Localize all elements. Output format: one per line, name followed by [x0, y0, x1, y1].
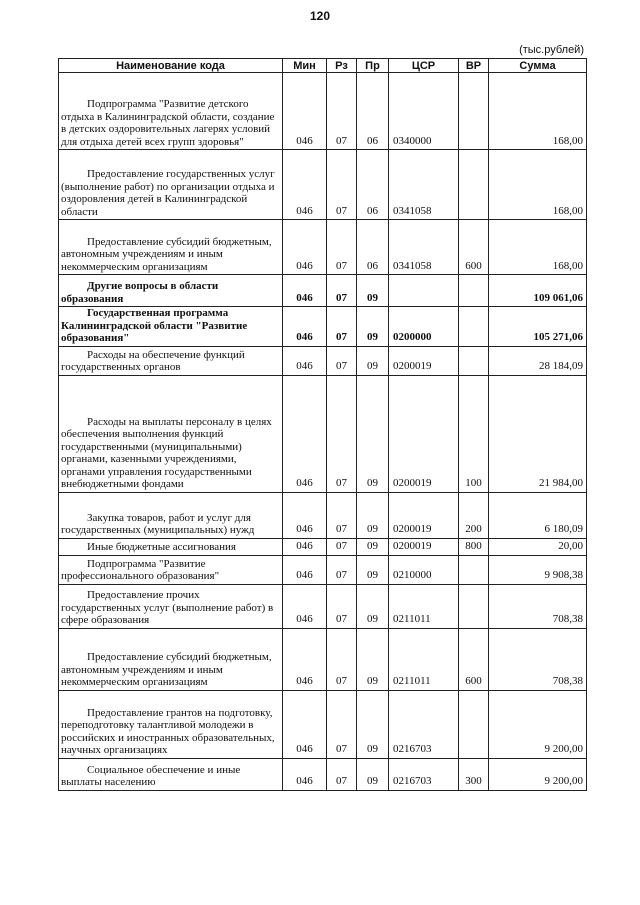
row-name: Другие вопросы в области образования	[61, 280, 219, 305]
cell-sum: 21 984,00	[489, 375, 587, 492]
cell-name	[59, 628, 283, 690]
cell-name	[59, 538, 283, 555]
table-row	[59, 307, 587, 347]
row-name: Предоставление прочих государственных услуг (выполнение работ) в сфере образования	[61, 589, 274, 626]
cell-vr	[459, 346, 489, 375]
cell-rz: 07	[327, 307, 357, 347]
cell-vr: 600	[459, 220, 489, 275]
row-name: Предоставление субсидий бюджетным, автономным учреждениям и иным некоммерческим организациям	[61, 651, 272, 688]
cell-csr: 0200019	[389, 492, 459, 538]
table-row	[59, 555, 587, 584]
cell-csr: 0210000	[389, 555, 459, 584]
cell-rz: 07	[327, 628, 357, 690]
cell-pr: 09	[357, 375, 389, 492]
cell-vr: 200	[459, 492, 489, 538]
col-header-name: Наименование кода	[59, 59, 283, 73]
cell-min: 046	[283, 492, 327, 538]
cell-sum: 9 200,00	[489, 758, 587, 790]
cell-sum: 28 184,09	[489, 346, 587, 375]
cell-csr: 0340000	[389, 73, 459, 150]
cell-rz: 07	[327, 375, 357, 492]
row-name: Предоставление грантов на подготовку, переподготовку талантливой молодежи в российских и иностранных образовательных, научных организациях	[61, 706, 275, 756]
cell-pr: 09	[357, 690, 389, 758]
cell-rz: 07	[327, 73, 357, 150]
table-row	[59, 346, 587, 375]
cell-min: 046	[283, 628, 327, 690]
cell-sum: 168,00	[489, 220, 587, 275]
cell-sum: 109 061,06	[489, 275, 587, 307]
cell-name	[59, 375, 283, 492]
cell-csr	[389, 275, 459, 307]
cell-rz: 07	[327, 690, 357, 758]
cell-name	[59, 758, 283, 790]
cell-vr	[459, 690, 489, 758]
cell-pr: 06	[357, 150, 389, 220]
cell-sum: 9 908,38	[489, 555, 587, 584]
cell-sum: 6 180,09	[489, 492, 587, 538]
table-row	[59, 492, 587, 538]
row-name: Подпрограмма "Развитие детского отдыха в Калининградской области, создание в детских оздоровительных лагерях условий для отдыха детей всех групп здоровья"	[61, 98, 275, 148]
cell-vr: 300	[459, 758, 489, 790]
cell-min: 046	[283, 758, 327, 790]
row-name: Предоставление государственных услуг (выполнение работ) по организации отдыха и оздоровления детей в Калининградской области	[61, 168, 275, 218]
cell-min: 046	[283, 690, 327, 758]
cell-sum: 168,00	[489, 73, 587, 150]
budget-table	[58, 58, 587, 791]
cell-sum: 168,00	[489, 150, 587, 220]
cell-vr	[459, 275, 489, 307]
table-row	[59, 758, 587, 790]
cell-name	[59, 690, 283, 758]
cell-rz: 07	[327, 346, 357, 375]
table-row	[59, 538, 587, 555]
cell-rz: 07	[327, 492, 357, 538]
cell-sum: 105 271,06	[489, 307, 587, 347]
row-name: Закупка товаров, работ и услуг для государственных (муниципальных) нужд	[61, 511, 255, 536]
cell-min: 046	[283, 538, 327, 555]
col-header-pr: Пр	[357, 59, 389, 73]
table-row	[59, 73, 587, 150]
cell-pr: 09	[357, 758, 389, 790]
row-name: Подпрограмма "Развитие профессионального образования"	[61, 557, 220, 582]
cell-pr: 09	[357, 628, 389, 690]
cell-pr: 09	[357, 307, 389, 347]
cell-csr: 0341058	[389, 220, 459, 275]
cell-vr	[459, 584, 489, 628]
cell-csr: 0200000	[389, 307, 459, 347]
cell-name	[59, 492, 283, 538]
table-row	[59, 584, 587, 628]
row-name: Государственная программа Калининградской области "Развитие образования"	[61, 307, 248, 344]
cell-pr: 09	[357, 492, 389, 538]
cell-csr: 0341058	[389, 150, 459, 220]
cell-sum: 20,00	[489, 538, 587, 555]
cell-min: 046	[283, 73, 327, 150]
units-label: (тыс.рублей)	[519, 44, 584, 56]
col-header-csr: ЦСР	[389, 59, 459, 73]
cell-min: 046	[283, 555, 327, 584]
row-name: Иные бюджетные ассигнования	[87, 541, 236, 553]
cell-pr: 06	[357, 220, 389, 275]
cell-rz: 07	[327, 758, 357, 790]
table-row	[59, 375, 587, 492]
cell-min: 046	[283, 307, 327, 347]
table-row	[59, 690, 587, 758]
cell-pr: 09	[357, 275, 389, 307]
cell-pr: 09	[357, 584, 389, 628]
cell-csr: 0200019	[389, 375, 459, 492]
cell-pr: 09	[357, 346, 389, 375]
cell-rz: 07	[327, 150, 357, 220]
cell-vr: 100	[459, 375, 489, 492]
cell-min: 046	[283, 346, 327, 375]
cell-sum: 9 200,00	[489, 690, 587, 758]
col-header-min: Мин	[283, 59, 327, 73]
col-header-vr: ВР	[459, 59, 489, 73]
cell-rz: 07	[327, 275, 357, 307]
cell-min: 046	[283, 275, 327, 307]
cell-csr: 0200019	[389, 538, 459, 555]
cell-csr: 0200019	[389, 346, 459, 375]
col-header-sum: Сумма	[489, 59, 587, 73]
cell-vr: 800	[459, 538, 489, 555]
cell-csr: 0211011	[389, 628, 459, 690]
cell-name	[59, 150, 283, 220]
cell-rz: 07	[327, 584, 357, 628]
cell-sum: 708,38	[489, 628, 587, 690]
cell-csr: 0216703	[389, 690, 459, 758]
cell-vr	[459, 73, 489, 150]
table-row	[59, 275, 587, 307]
cell-rz: 07	[327, 555, 357, 584]
cell-name	[59, 275, 283, 307]
cell-name	[59, 307, 283, 347]
cell-sum: 708,38	[489, 584, 587, 628]
table-row	[59, 628, 587, 690]
cell-name	[59, 555, 283, 584]
cell-rz: 07	[327, 220, 357, 275]
table-header	[59, 59, 587, 73]
cell-name	[59, 584, 283, 628]
cell-rz: 07	[327, 538, 357, 555]
cell-pr: 09	[357, 538, 389, 555]
cell-pr: 06	[357, 73, 389, 150]
page-number: 120	[309, 9, 331, 23]
cell-vr	[459, 307, 489, 347]
cell-min: 046	[283, 220, 327, 275]
cell-csr: 0211011	[389, 584, 459, 628]
cell-min: 046	[283, 584, 327, 628]
cell-name	[59, 73, 283, 150]
cell-name	[59, 220, 283, 275]
cell-pr: 09	[357, 555, 389, 584]
cell-vr: 600	[459, 628, 489, 690]
table-row	[59, 220, 587, 275]
cell-vr	[459, 150, 489, 220]
row-name: Расходы на обеспечение функций государственных органов	[61, 348, 245, 373]
cell-min: 046	[283, 375, 327, 492]
cell-min: 046	[283, 150, 327, 220]
row-name: Расходы на выплаты персоналу в целях обеспечения выполнения функций государственными (муниципальными) органами, казенными учреждениями, органами управления государственными внебюджетными фондами	[61, 415, 272, 490]
row-name: Предоставление субсидий бюджетным, автономным учреждениям и иным некоммерческим организациям	[61, 235, 272, 273]
cell-csr: 0216703	[389, 758, 459, 790]
row-name: Социальное обеспечение и иные выплаты населению	[61, 763, 241, 788]
table-row	[59, 150, 587, 220]
col-header-rz: Рз	[327, 59, 357, 73]
cell-vr	[459, 555, 489, 584]
cell-name	[59, 346, 283, 375]
